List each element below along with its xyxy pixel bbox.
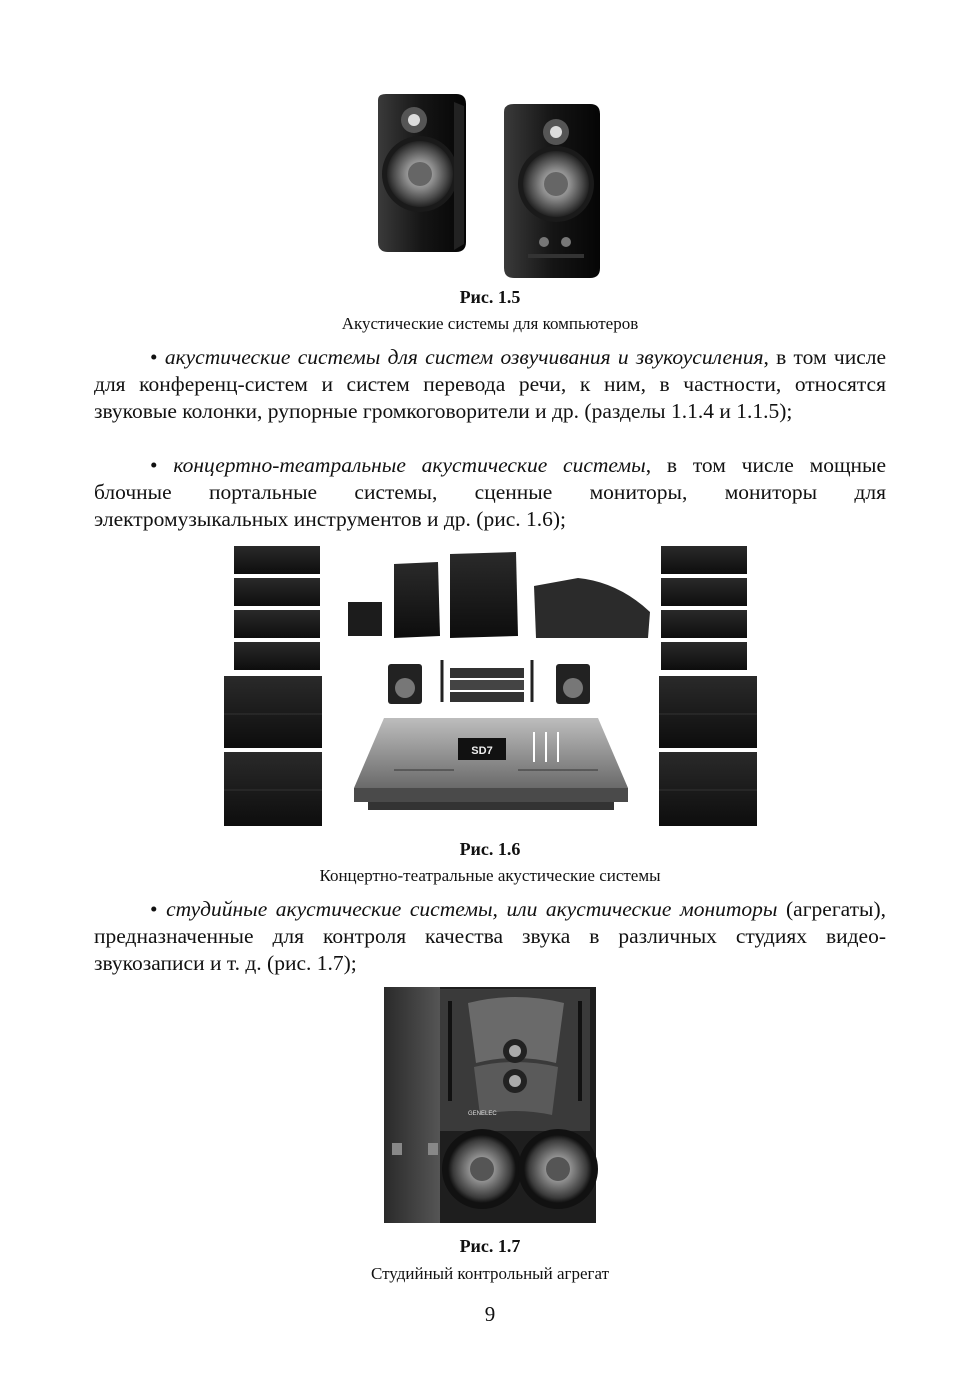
- figure-1-6-number: Рис. 1.6: [459, 839, 521, 859]
- speaker-right-icon: [504, 104, 600, 278]
- bullet-marker: •: [150, 345, 158, 369]
- monitors-and-rack-icon: [388, 660, 590, 704]
- figure-1-5-caption: Акустические системы для компьютеров: [341, 314, 639, 333]
- bullet-paragraph-1: [94, 344, 886, 425]
- figure-1-7-number: Рис. 1.7: [459, 1236, 521, 1256]
- mixing-console-icon: [354, 718, 628, 810]
- bullet-text: , в том числе для конференц-систем и систем перевода речи, к ним, в частности, относятся звуковые колонки, рупорные громкоговорители и др. (разделы 1.1.4 и 1.1.5);: [94, 345, 887, 423]
- bullet-term: концертно-театральные акустические системы: [173, 453, 646, 477]
- bullet-paragraph-3: [94, 896, 886, 977]
- page-number: 9: [484, 1302, 496, 1326]
- bullet-paragraph-2: [94, 452, 886, 533]
- line-array-left-icon: [224, 546, 322, 826]
- bullet-marker: •: [150, 453, 158, 477]
- figure-1-5-number: Рис. 1.5: [459, 287, 521, 307]
- figure-1-7-caption: Студийный контрольный агрегат: [370, 1264, 610, 1283]
- figure-1-7-image: [370, 983, 608, 1229]
- bullet-text: , в том числе мощные блочные портальные системы, сценные мониторы, мониторы для электромузыкальных инструментов и др. (рис. 1.6);: [94, 453, 887, 531]
- bullet-text: (агрегаты), предназначенные для контроля качества звука в различных студиях видео-звукозаписи и т. д. (рис. 1.7);: [94, 897, 887, 975]
- line-array-right-icon: [659, 546, 757, 826]
- figure-1-6-caption: Концертно-театральные акустические системы: [319, 866, 661, 885]
- bullet-term: акустические системы для систем озвучивания и звукоусиления: [164, 345, 764, 369]
- bullet-marker: •: [150, 897, 158, 921]
- brand-label: GENELEC: [468, 1111, 497, 1117]
- figure-1-6-image: [218, 542, 763, 830]
- studio-monitor-icon: [384, 987, 598, 1223]
- bullet-term: студийные акустические системы, или акустические мониторы: [166, 897, 778, 921]
- console-screen-label: SD7: [471, 745, 493, 757]
- speaker-left-icon: [378, 94, 466, 252]
- stage-speakers-icon: [348, 552, 650, 638]
- figure-1-5-image: [368, 92, 608, 282]
